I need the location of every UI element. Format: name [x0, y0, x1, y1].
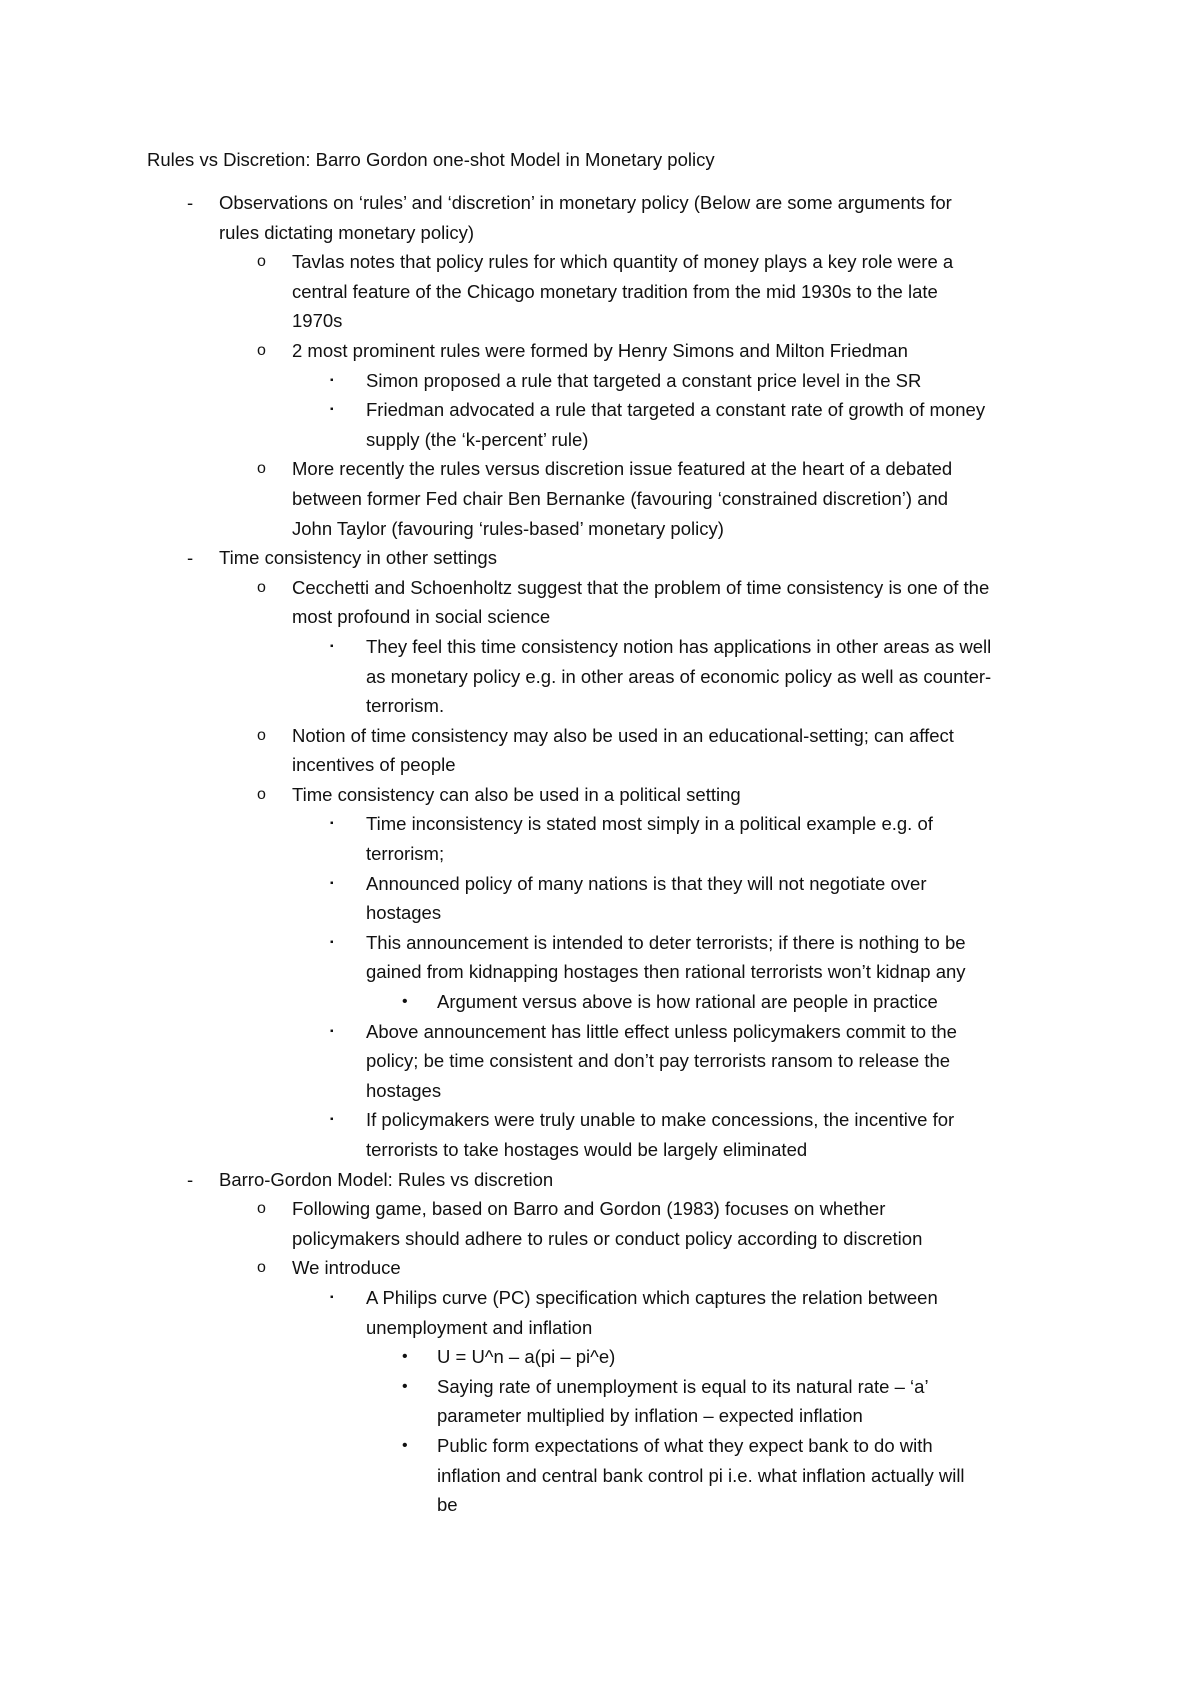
bullet-marker: -: [187, 547, 194, 569]
outline-list: [0, 188, 1200, 1520]
outline-item-level-1: [0, 188, 1200, 247]
outline-item-text: Saying rate of unemployment is equal to its natural rate – ‘a’: [437, 1375, 929, 1397]
outline-item-level-3: [0, 632, 1200, 721]
outline-item-level-3: [0, 809, 1200, 868]
outline-item-level-3: [0, 395, 1200, 454]
outline-item-text: Time consistency can also be used in a political setting: [292, 783, 741, 805]
outline-item-level-2: [0, 780, 1200, 810]
outline-item-text: parameter multiplied by inflation – expected inflation: [437, 1405, 863, 1427]
bullet-marker: •: [402, 1348, 408, 1366]
outline-item-text: A Philips curve (PC) specification which captures the relation between: [366, 1286, 938, 1308]
outline-item-level-1: [0, 1165, 1200, 1195]
outline-item-text: hostages: [366, 1079, 442, 1101]
outline-item-text: Time inconsistency is stated most simply in a political example e.g. of: [366, 813, 933, 835]
outline-item-level-4: [0, 1342, 1200, 1372]
outline-item-text: Above announcement has little effect unless policymakers commit to the: [366, 1020, 957, 1042]
outline-item-level-2: [0, 454, 1200, 543]
outline-item-text: Following game, based on Barro and Gordon (1983) focuses on whether: [292, 1198, 886, 1220]
bullet-marker: ▪: [330, 818, 334, 830]
outline-item-text: Observations on ‘rules’ and ‘discretion’ in monetary policy (Below are some arguments for: [219, 192, 952, 213]
outline-item-text: More recently the rules versus discretion issue featured at the heart of a debated: [292, 458, 953, 480]
bullet-marker: -: [187, 192, 194, 213]
outline-item-text: inflation and central bank control pi i.e. what inflation actually will: [437, 1464, 965, 1486]
bullet-marker: o: [257, 1200, 266, 1218]
bullet-marker: o: [257, 1259, 266, 1277]
outline-item-level-3: [0, 1105, 1200, 1164]
outline-item-level-2: [0, 573, 1200, 632]
outline-item-text: Public form expectations of what they expect bank to do with: [437, 1434, 933, 1456]
bullet-marker: ▪: [330, 1114, 334, 1126]
document-title: Rules vs Discretion: Barro Gordon one-shot Model in Monetary policy: [147, 149, 715, 170]
bullet-marker: o: [257, 341, 266, 359]
outline-item-text: U = U^n – a(pi – pi^e): [437, 1346, 616, 1368]
outline-item-text: rules dictating monetary policy): [219, 221, 474, 243]
outline-item-text: Notion of time consistency may also be used in an educational-setting; can affect: [292, 724, 954, 746]
bullet-marker: ▪: [330, 374, 334, 386]
outline-item-text: central feature of the Chicago monetary tradition from the mid 1930s to the late: [292, 280, 938, 302]
outline-item-level-2: [0, 1253, 1200, 1283]
outline-item-text: terrorism.: [366, 695, 445, 717]
bullet-marker: o: [257, 253, 266, 271]
outline-item-level-3: [0, 1017, 1200, 1106]
outline-item-level-3: [0, 869, 1200, 928]
outline-item-level-3: [0, 928, 1200, 987]
outline-item-text: policy; be time consistent and don’t pay terrorists ransom to release the: [366, 1050, 951, 1072]
outline-item-text: incentives of people: [292, 754, 456, 776]
outline-item-text: If policymakers were truly unable to make concessions, the incentive for: [366, 1109, 955, 1131]
outline-item-level-4: [0, 1431, 1200, 1520]
outline-item-level-3: [0, 1283, 1200, 1342]
bullet-marker: o: [257, 785, 266, 803]
outline-item-text: Time consistency in other settings: [219, 547, 497, 569]
outline-item-level-2: [0, 247, 1200, 336]
outline-item-text: This announcement is intended to deter terrorists; if there is nothing to be: [366, 931, 966, 953]
outline-item-level-1: [0, 543, 1200, 573]
outline-item-text: most profound in social science: [292, 606, 551, 628]
outline-item-text: Tavlas notes that policy rules for which quantity of money plays a key role were a: [292, 251, 954, 273]
bullet-marker: ▪: [330, 640, 334, 652]
bullet-marker: o: [257, 578, 266, 596]
outline-item-text: be: [437, 1494, 458, 1516]
outline-item-level-4: [0, 987, 1200, 1017]
bullet-marker: -: [187, 1168, 194, 1190]
outline-item-level-2: [0, 721, 1200, 780]
outline-item-text: We introduce: [292, 1257, 401, 1279]
outline-item-level-2: [0, 1194, 1200, 1253]
outline-item-level-2: [0, 336, 1200, 366]
outline-item-text: policymakers should adhere to rules or conduct policy according to discretion: [292, 1227, 923, 1249]
outline-item-text: 2 most prominent rules were formed by Henry Simons and Milton Friedman: [292, 339, 908, 361]
outline-item-text: hostages: [366, 902, 442, 924]
outline-item-text: gained from kidnapping hostages then rational terrorists won’t kidnap any: [366, 961, 966, 983]
outline-item-text: Cecchetti and Schoenholtz suggest that the problem of time consistency is one of the: [292, 576, 990, 598]
outline-item-text: John Taylor (favouring ‘rules-based’ monetary policy): [292, 517, 724, 539]
bullet-marker: ▪: [330, 936, 334, 948]
bullet-marker: ▪: [330, 1291, 334, 1303]
bullet-marker: •: [402, 1377, 408, 1395]
outline-item-text: supply (the ‘k-percent’ rule): [366, 428, 589, 450]
bullet-marker: o: [257, 726, 266, 744]
outline-item-text: They feel this time consistency notion has applications in other areas as well: [366, 635, 992, 657]
outline-item-text: unemployment and inflation: [366, 1316, 593, 1338]
outline-item-text: as monetary policy e.g. in other areas of economic policy as well as counter-: [366, 665, 992, 687]
outline-item-text: Friedman advocated a rule that targeted a constant rate of growth of money: [366, 399, 986, 421]
bullet-marker: ▪: [330, 1025, 334, 1037]
outline-item-text: Simon proposed a rule that targeted a constant price level in the SR: [366, 369, 922, 391]
bullet-marker: ▪: [330, 404, 334, 416]
outline-item-text: terrorists to take hostages would be largely eliminated: [366, 1139, 808, 1160]
outline-item-level-3: [0, 366, 1200, 396]
outline-item-text: Barro-Gordon Model: Rules vs discretion: [219, 1168, 554, 1190]
outline-item-text: Argument versus above is how rational are people in practice: [437, 991, 938, 1013]
outline-item-text: Announced policy of many nations is that they will not negotiate over: [366, 872, 927, 894]
outline-item-level-4: [0, 1372, 1200, 1431]
outline-item-text: 1970s: [292, 310, 343, 332]
outline-item-text: between former Fed chair Ben Bernanke (favouring ‘constrained discretion’) and: [292, 487, 949, 509]
bullet-marker: ▪: [330, 877, 334, 889]
outline-item-text: terrorism;: [366, 843, 445, 865]
bullet-marker: •: [402, 993, 408, 1011]
bullet-marker: •: [402, 1436, 408, 1454]
bullet-marker: o: [257, 460, 266, 478]
